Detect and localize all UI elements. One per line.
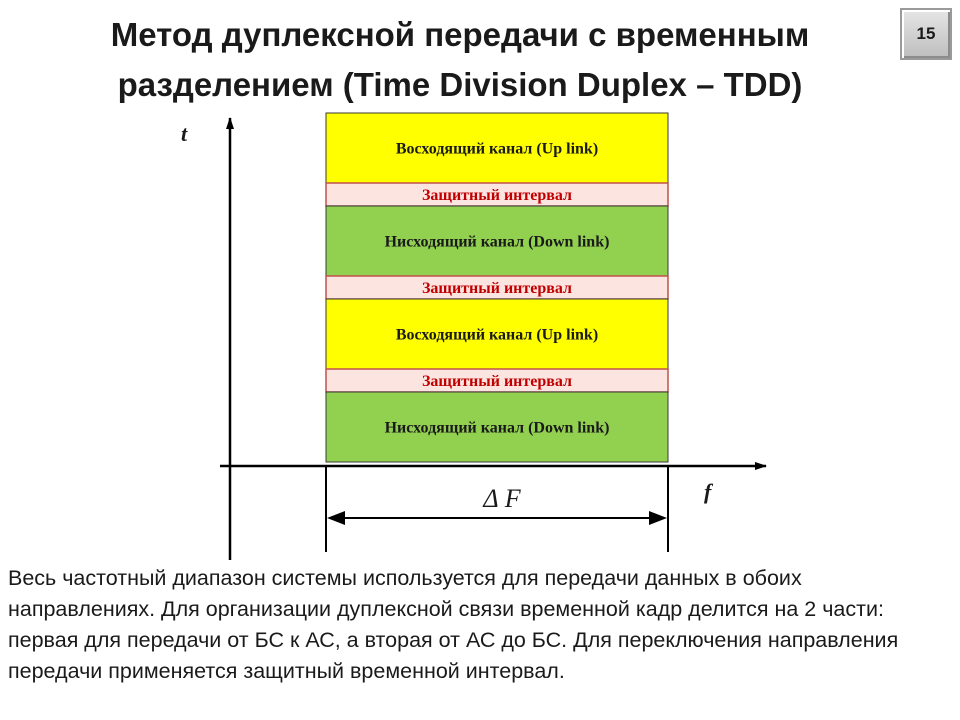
- guard-segment-label: Защитный интервал: [421, 373, 573, 390]
- uplink-segment-label: Восходящий канал (Up link): [395, 140, 599, 158]
- slide-title-line1: Метод дуплексной передачи с временным: [110, 16, 810, 53]
- uplink-segment-label: Восходящий канал (Up link): [395, 326, 599, 344]
- bandwidth-arrow-right: [649, 511, 667, 525]
- description-text: Весь частотный диапазон системы используется для передачи данных в обоих направлениях. Для организации дуплексной связи временной кадр делится на 2 части: первая для передачи от БС к АС, а вторая от АС до БС. Для переключения направления передачи применяется защитный временной интервал.: [8, 566, 899, 683]
- slide-title-line2: разделением (Time Division Duplex – TDD): [117, 66, 803, 103]
- t-axis-label: t: [181, 121, 188, 146]
- guard-segment-label: Защитный интервал: [421, 280, 573, 297]
- slide-number: 15: [916, 24, 936, 43]
- time-segments: [326, 113, 668, 462]
- guard-segment-label: Защитный интервал: [421, 187, 573, 204]
- bandwidth-label: Δ F: [483, 484, 521, 513]
- downlink-segment-label: Нисходящий канал (Down link): [384, 419, 610, 437]
- bandwidth-arrow-left: [327, 511, 345, 525]
- downlink-segment-label: Нисходящий канал (Down link): [384, 233, 610, 251]
- f-axis-label: f: [704, 479, 712, 504]
